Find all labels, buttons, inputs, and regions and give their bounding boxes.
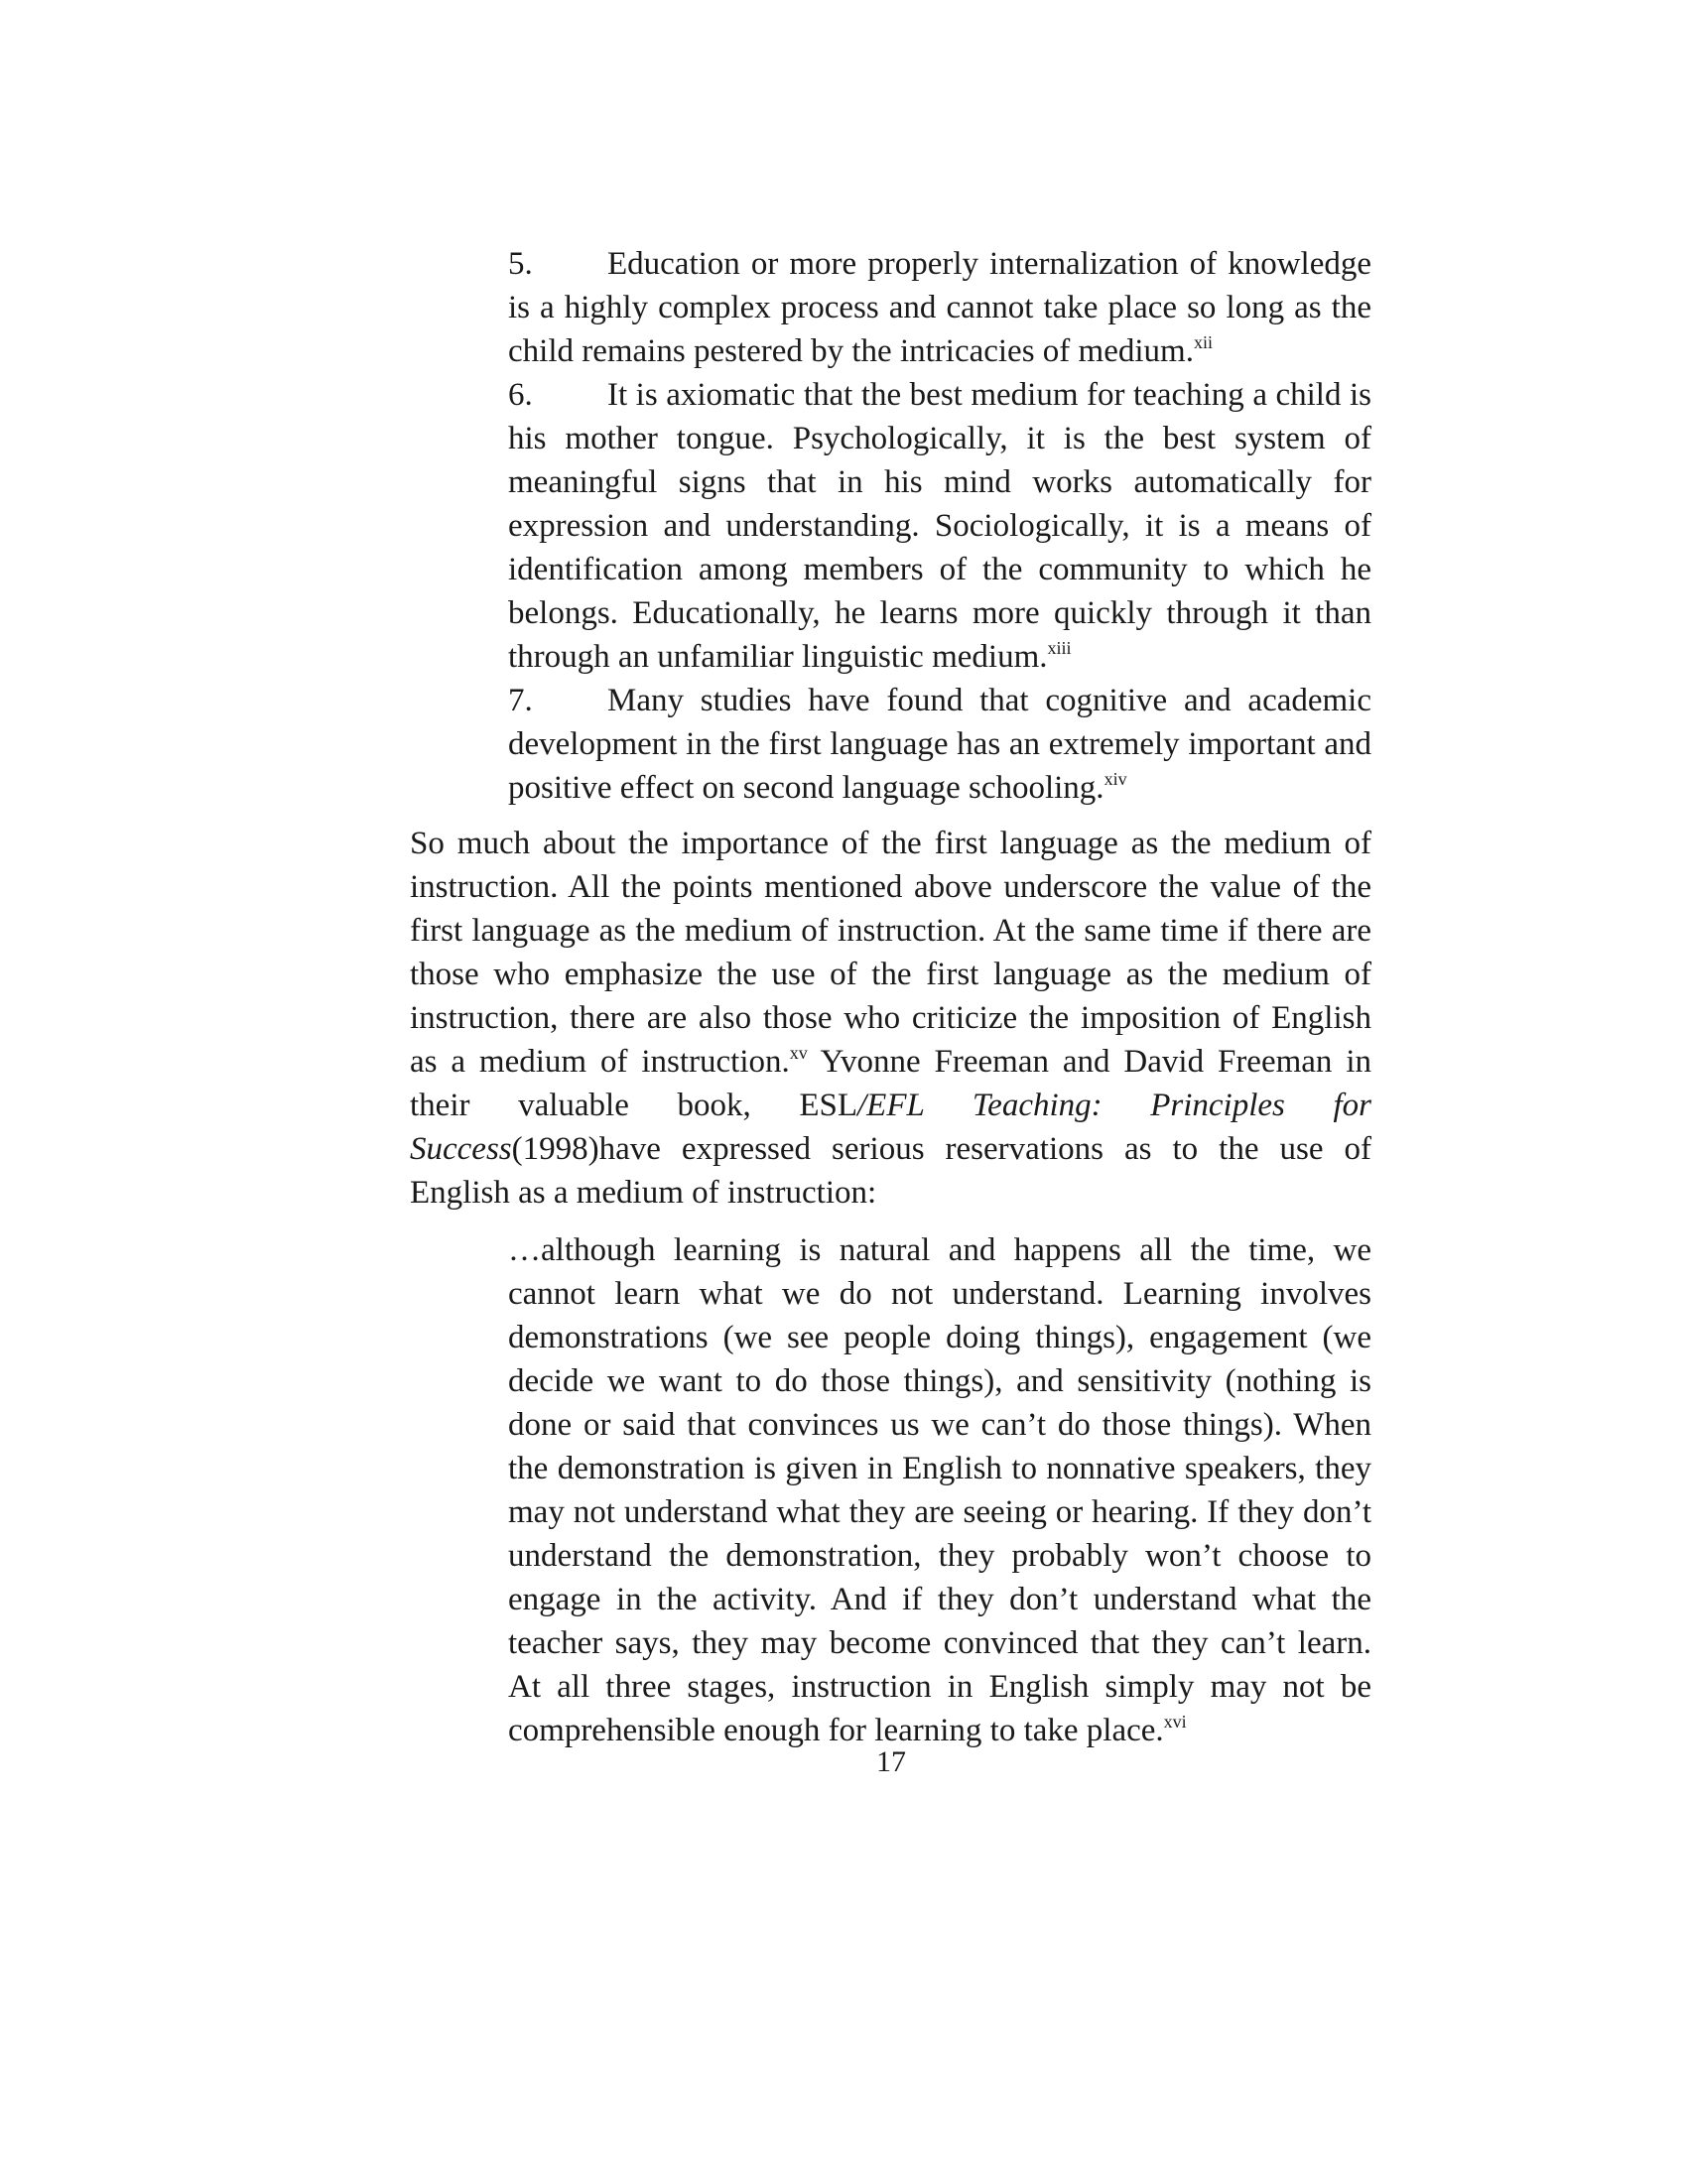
- list-item-number: 5.: [508, 246, 533, 282]
- numbered-list: [508, 242, 1371, 810]
- paragraph-text: (1998)have expressed serious reservations as to the use of English as a medium of instruction:: [410, 1131, 1371, 1211]
- quote-text: …although learning is natural and happens all the time, we cannot learn what we do not understand. Learning involves demonstrations (we see people doing things), engagement (we decide we want to do those things), and sensitivity (nothing is done or said that convinces us we can’t do those things). When the demonstration is given in English to nonnative speakers, they may not understand what they are seeing or hearing. If they don’t understand the demonstration, they probably won’t choose to engage in the activity. And if they don’t understand what the teacher says, they may become convinced that they can’t learn. At all three stages, instruction in English simply may not be comprehensible enough for learning to take place.: [508, 1232, 1371, 1748]
- endnote-marker: xiii: [1047, 638, 1072, 658]
- list-item-7: [508, 679, 1371, 810]
- list-item-number: 6.: [508, 377, 533, 413]
- endnote-marker: xv: [789, 1043, 808, 1063]
- list-item-text: It is axiomatic that the best medium for teaching a child is his mother tongue. Psychologically, it is the best system of meaningful signs that in his mind works automatically for expression and understanding. Sociologically, it is a means of identification among members of the community to which he belongs. Educationally, he learns more quickly through it than through an unfamiliar linguistic medium.: [508, 377, 1371, 675]
- list-item-6: [508, 373, 1371, 679]
- list-item-text: Education or more properly internalization of knowledge is a highly complex process and cannot take place so long as the child remains pestered by the intricacies of medium.: [508, 246, 1371, 369]
- endnote-marker: xvi: [1163, 1712, 1187, 1732]
- block-quote: [508, 1228, 1371, 1752]
- endnote-marker: xii: [1193, 332, 1213, 352]
- paragraph-text: Yvonne Freeman and David Freeman in their valuable book, ESL: [410, 1044, 1371, 1123]
- page-number: 17: [876, 1745, 906, 1778]
- book-title: /EFL Teaching: Principles for Success: [410, 1088, 1371, 1167]
- list-item-text: Many studies have found that cognitive and academic development in the first language has an extremely important and positive effect on second language schooling.: [508, 683, 1371, 806]
- endnote-marker: xiv: [1104, 769, 1127, 789]
- body-paragraph: [410, 822, 1371, 1215]
- list-item-number: 7.: [508, 683, 533, 718]
- paragraph-text: So much about the importance of the first language as the medium of instruction. All the points mentioned above underscore the value of the first language as the medium of instruction. At the same time if there are those who emphasize the use of the first language as the medium of instruction, there are also those who criticize the imposition of English as a medium of instruction.: [410, 826, 1371, 1080]
- list-item-5: [508, 242, 1371, 373]
